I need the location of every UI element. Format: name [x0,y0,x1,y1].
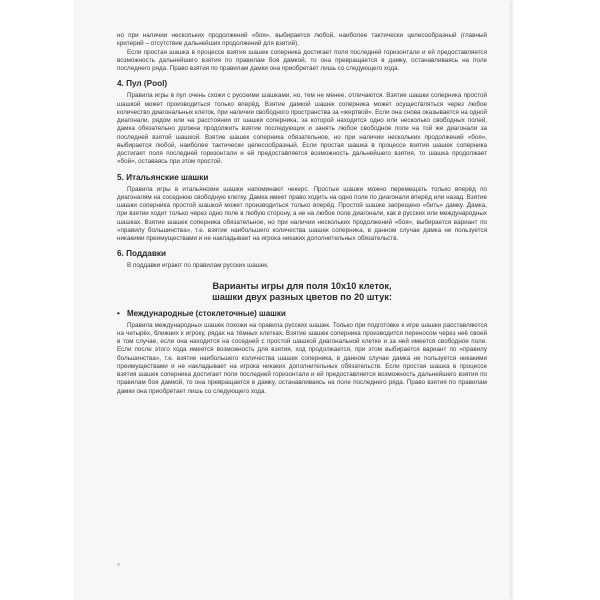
document-page [76,0,510,600]
international-heading [117,309,487,319]
international-text: Правила международных шашек похожи на правила русских шашек. Только при подготовке к игре шашки расставляются на четырёх, ближних к игроку, рядах на тёмных клетках. Взятие шашек соперника производится переносом через неё своей в том случае, если она находится на соседней с простой шашкой диагональной клетке и за ней имеется свободное поле. Если после этого хода имеется возможность для взятия, ход продолжается, при этом выбирается вариант по «правилу большинства», т.е. взятие наибольшего количества шашек соперника, в данном случае дамка не пользуется никакими преимуществами и не накладывает на игрока никаких дополнительных обязательств. Если простая шашка в процессе взятия шашек соперника достигает поля последней горизонтали и ей предоставляется возможность дальнейшего взятия по правилам боя дамкой, то она превращается в дамку, останавливаясь на поле последнего ряда. Право взятия по правилам дамки она приобретает лишь со следующего хода. [117,321,487,395]
intro-paragraph-1: но при наличии нескольких продолжений «боя», выбирается любой, наиболее тактически целесообразный (главный критерий – отсутствие дальнейших продолжений для взятий). [117,32,487,48]
section-pool-title: 4. Пул (Pool) [117,79,168,89]
section-italian [117,173,487,244]
section-pool-text: Правила игры в пул очень схожи с русскими шашками, но, тем не менее, отличаются. Взятие шашки соперника простой шашкой может производиться только вперёд. Взятие дамкой шашек соперника может осуществляться через любое количество диагональных клеток, при наличии свободного пространства за «жертвой». Если она снова оказывается на одной диагонали, рядом или на расстоянии от шашки соперника, за которой находится одно или несколько свободных полей, дамка обязательно должна продолжить взятие последующих и занять любое свободное поле на той же диагонали за последней взятой шашкой. Взятие шашек соперника обязательное, но при наличии нескольких продолжений «боя», выбирается любой, наиболее тактически целесообразный. Если простая шашка в процессе взятия шашек соперника достигает поля последней горизонтали и ей предоставляется возможность дальнейшего взятия, то шашка продолжает «бой», оставаясь при этом простой. [117,92,487,166]
page-mark [117,563,120,566]
intro-paragraph-2: Если простая шашка в процессе взятия шашек соперника достигает поля последней горизонтали и ей предоставляется возможность дальнейшего взятия по правилам боя дамкой, то она превращается в дамку, останавливаясь на поле последнего ряда. Право взятия по правилам дамки она приобретает лишь со следующего хода. [117,48,487,72]
section-giveaway-text: В поддавки играют по правилам русских шашек. [127,262,269,270]
section-giveaway [117,249,487,270]
international-title: Международные (стоклеточные) шашки [127,308,286,318]
variants-heading-line-2: шашки двух разных цветов по 20 штук: [212,291,392,302]
variants-heading [117,281,487,303]
section-pool [117,79,487,166]
section-italian-text: Правила игры в итальянские шашки напоминают чекерс. Простые шашки можно перемещать только вперёд по диагоналям на соседнюю свободную клетку. Дамка имеет право ходить на одно поле по диагонали вперёд или назад. Взятие шашки соперника простой шашкой может производиться только вперёд. Простой шашке запрещено «бить» дамку. Дамка, при взятии ходит только через одно поле в любую сторону, а не на любое поле диагонали, как в русских или международных шашках. Взятие шашек соперника обязательное, но при наличии нескольких продолжений «боя», выбирается вариант по «правилу большинства», т.е. взятие наибольшего количества шашек соперника, в данном случае дамка не пользуется никакими преимуществами и не накладывает на игрока никаких дополнительных обязательств. [117,185,487,242]
page-content [117,32,487,396]
bullet-icon: • [117,308,120,318]
section-italian-title: 5. Итальянские шашки [117,172,209,182]
variants-heading-line-1: Варианты игры для поля 10х10 клеток, [212,280,392,291]
section-giveaway-title: 6. Поддавки [117,249,166,259]
